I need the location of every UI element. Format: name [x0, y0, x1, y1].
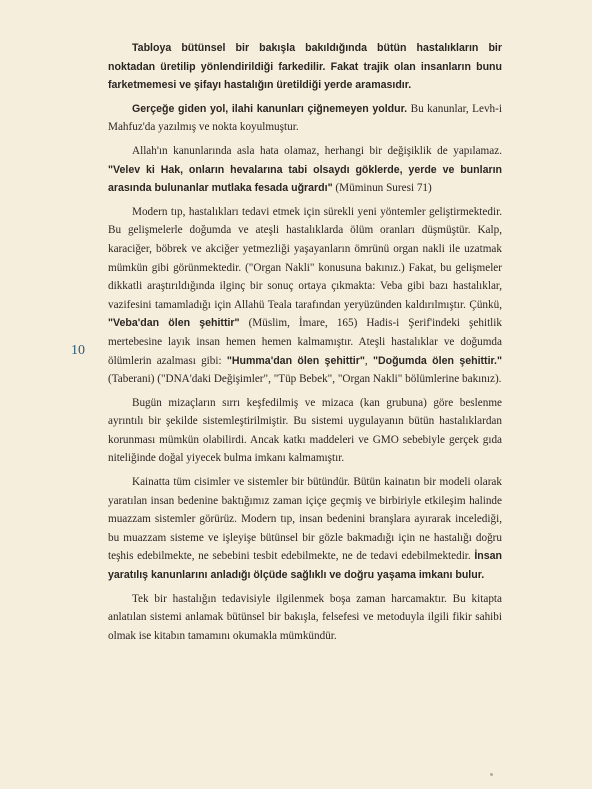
text-run: Modern tıp, hastalıkları tedavi etmek için sürekli yeni yöntemler geliştirmektedir. Bu gelişmelerle doğumda ve ateşli hastalıklarda ölüm oranları düşmüştür. Kalp, karaciğer, böbrek ve akciğer yetmezliği yaşayanların ömrünü organ nakli ile uzatmak mümkün gibi görünmektedir. ("Organ Nakli" konusuna bakınız.) Fakat, bu gelişmeler dikkatli araştırıldığında ilginç bir sonuç ortaya çıkmakta: Veba gibi bazı hastalıklar, vazifesini tamamladığı için Allahü Teala tarafından yeryüzünden kaldırılmıştır. Çünkü,	[108, 205, 502, 311]
paragraph	[108, 39, 502, 95]
paragraph	[108, 203, 502, 389]
text-run: (Müslim, İmare, 165) Hadis-i Şerif'indeki şehitlik mertebesine layık insan hemen hemen kalmamıştır. Ateşli hastalıklar ve doğumda ölümlerin azalması gibi:	[108, 317, 502, 367]
text-run: ,	[364, 354, 373, 367]
paper-speck	[490, 773, 493, 776]
text-run: Kainatta tüm cisimler ve sistemler bir bütündür. Bütün kainatın bir modeli olarak yaratılan insan bedenine baktığımız zaman içiçe geçmiş ve birbiriyle etkileşim halinde muazzam sistemler görürüz. Modern tıp, insan bedenini branşlara ayırarak incelediği, bu muazzam sisteme ve işleyişe bütünsel bir gözle bakmadığı için ne hastalığı doğru teşhis edebilmekte, ne sebebini tesbit edebilmekte, ne de tedavi edebilmektedir.	[108, 476, 502, 563]
bold-text: "Veba'dan ölen şehittir"	[108, 317, 240, 330]
text-run: Bu kanunlar, Levh-i Mahfuz'da yazılmış ve nokta koyulmuştur.	[108, 102, 502, 134]
paragraph	[108, 473, 502, 585]
bold-text: Tabloya bütünsel bir bakışla bakıldığında bütün hastalıkların bir noktadan üretilip yönlendirildiği farkedilir. Fakat trajik olan insanların bunu farketmemesi ve şifayı hastalığın üretildiği yerde aramasıdır.	[108, 42, 502, 92]
paragraph	[108, 394, 502, 468]
paragraph	[108, 100, 502, 137]
text-run: (Taberani) ("DNA'daki Değişimler", "Tüp Bebek", "Organ Nakli" bölümlerine bakınız).	[108, 373, 502, 386]
page-body-text	[108, 39, 502, 650]
text-run: Allah'ın kanunlarında asla hata olamaz, herhangi bir değişiklik de yapılamaz.	[132, 144, 502, 157]
paragraph	[108, 142, 502, 198]
bold-text: Gerçeğe giden yol, ilahi kanunları çiğnemeyen yoldur.	[132, 102, 408, 115]
bold-text: "Humma'dan ölen şehittir"	[226, 354, 365, 367]
page-number: 10	[71, 343, 85, 358]
text-run: Bugün mizaçların sırrı keşfedilmiş ve mizaca (kan grubuna) göre beslenme ayrıntılı bir şekilde sistemleştirilmiştir. Bu sistemi uygulayanın bütün hastalıklardan korunması mümkün olabilirdi. Ancak katkı maddeleri ve GMO sebebiyle gerçek gıda niteliğinde doğal yiyecek bulma imkanı kalmamıştır.	[108, 396, 502, 465]
bold-text: "Doğumda ölen şehittir."	[372, 354, 503, 367]
paragraph	[108, 590, 502, 646]
bold-text: "Velev ki Hak, onların hevalarına tabi olsaydı göklerde, yerde ve bunların arasında bulunanlar mutlaka fesada uğrardı"	[108, 163, 502, 195]
text-run: (Müminun Suresi 71)	[332, 182, 432, 195]
bold-text: İnsan yaratılış kanunlarını anladığı ölçüde sağlıklı ve doğru yaşama imkanı bulur.	[108, 550, 502, 582]
text-run: Tek bir hastalığın tedavisiyle ilgilenmek boşa zaman harcamaktır. Bu kitapta anlatılan sistemi anlamak bütünsel bir bakışla, felsefesi ve metoduyla ilgili fikir sahibi olmak ise kitabın tamamını okumakla mümkündür.	[108, 592, 502, 642]
